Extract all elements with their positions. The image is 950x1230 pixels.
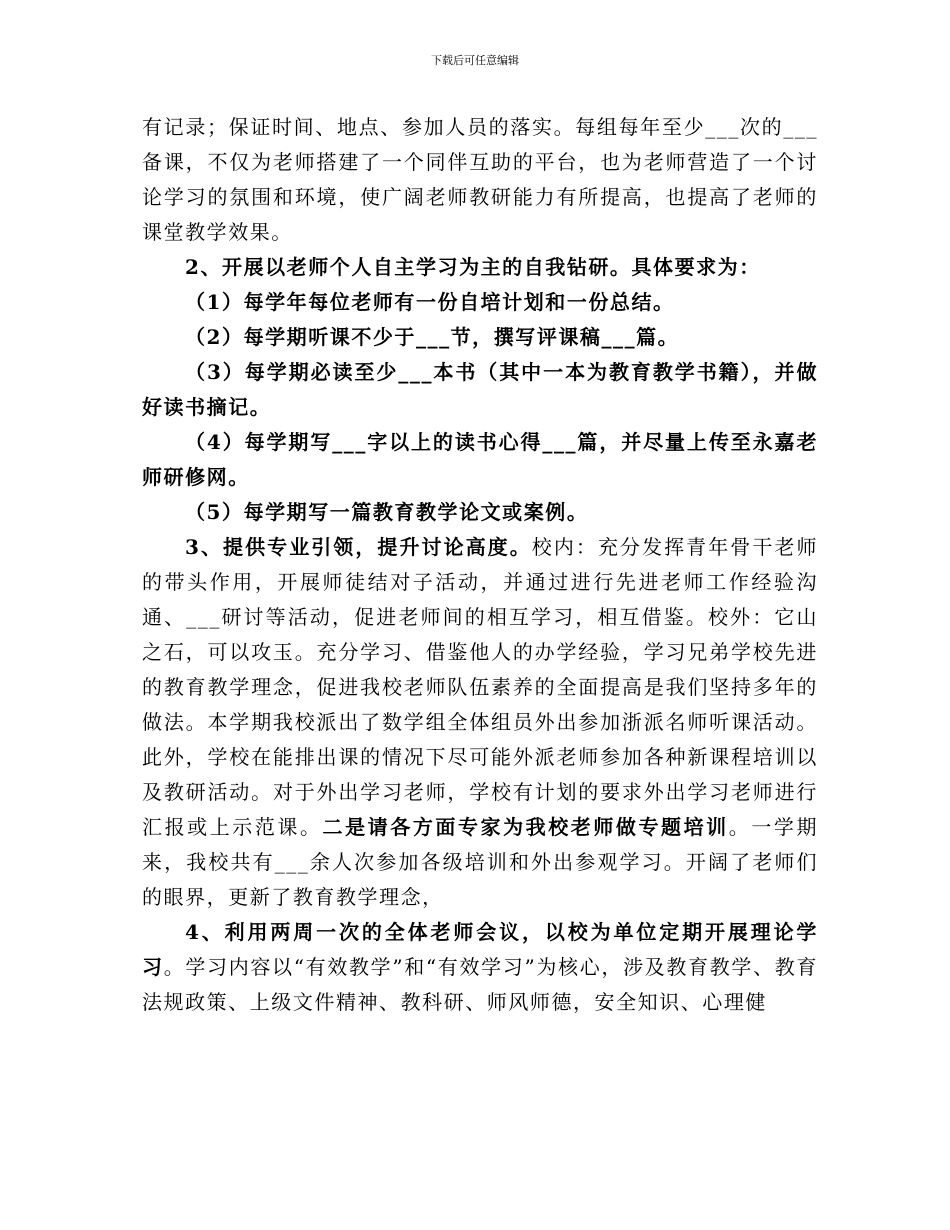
- paragraph-3: [142, 530, 818, 915]
- paragraph-4: [142, 915, 818, 1020]
- paragraph-4-text: 。学习内容以“有效教学”和“有效学习”为核心，涉及教育教学、教育法规政策、上级文件精神、教科研、师风师德，安全知识、心理健: [142, 955, 818, 1014]
- page-header: 下载后可任意编辑: [431, 54, 519, 67]
- paragraph-requirement-1: （1）每学年每位老师有一份自培计划和一份总结。: [185, 290, 675, 314]
- paragraph-3-heading: 3、提供专业引领，提升讨论高度。: [185, 535, 532, 559]
- paragraph-requirement-5: （5）每学期写一篇教育教学论文或案例。: [185, 500, 589, 524]
- paragraph-3-highlight: 二是请各方面专家为我校老师做专题培训: [322, 815, 729, 839]
- paragraph-1: 有记录；保证时间、地点、参加人员的落实。每组每年至少___次的___备课，不仅为老师搭建了一个同伴互助的平台，也为老师营造了一个讨论学习的氛围和环境，使广阔老师教研能力有所提高，也提高了老师的课堂教学效果。: [142, 115, 818, 244]
- paragraph-4-heading: 4、利用两周一次的全体老师会议，以校为单位定期开展理论学习: [142, 920, 818, 979]
- paragraph-requirement-2: （2）每学期听课不少于___节，撰写评课稿___篇。: [185, 325, 680, 349]
- paragraph-requirement-3: （3）每学期必读至少___本书（其中一本为教育教学书籍），并做好读书摘记。: [142, 360, 818, 419]
- paragraph-3-text: 校内：充分发挥青年骨干老师的带头作用，开展师徒结对子活动，并通过进行先进老师工作经验沟通、___研讨等活动，促进老师间的相互学习，相互借鉴。校外：它山之石，可以攻玉。充分学习、借鉴他人的办学经验，学习兄弟学校先进的教育教学理念，促进我校老师队伍素养的全面提高是我们坚持多年的做法。本学期我校派出了数学组全体组员外出参加浙派名师听课活动。此外，学校在能排出课的情况下尽可能外派老师参加各种新课程培训以及教研活动。对于外出学习老师，学校有计划的要求外出学习老师进行汇报或上示范课。: [142, 535, 819, 839]
- paragraph-2-heading: 2、开展以老师个人自主学习为主的自我钻研。具体要求为：: [185, 255, 761, 279]
- paragraph-requirement-4: （4）每学期写___字以上的读书心得___篇，并尽量上传至永嘉老师研修网。: [142, 430, 818, 489]
- paragraph-3-text-2: 。一学期来，我校共有___余人次参加各级培训和外出参观学习。开阔了老师们的眼界，更新了教育教学理念，: [142, 815, 819, 909]
- document-body: [142, 110, 818, 1020]
